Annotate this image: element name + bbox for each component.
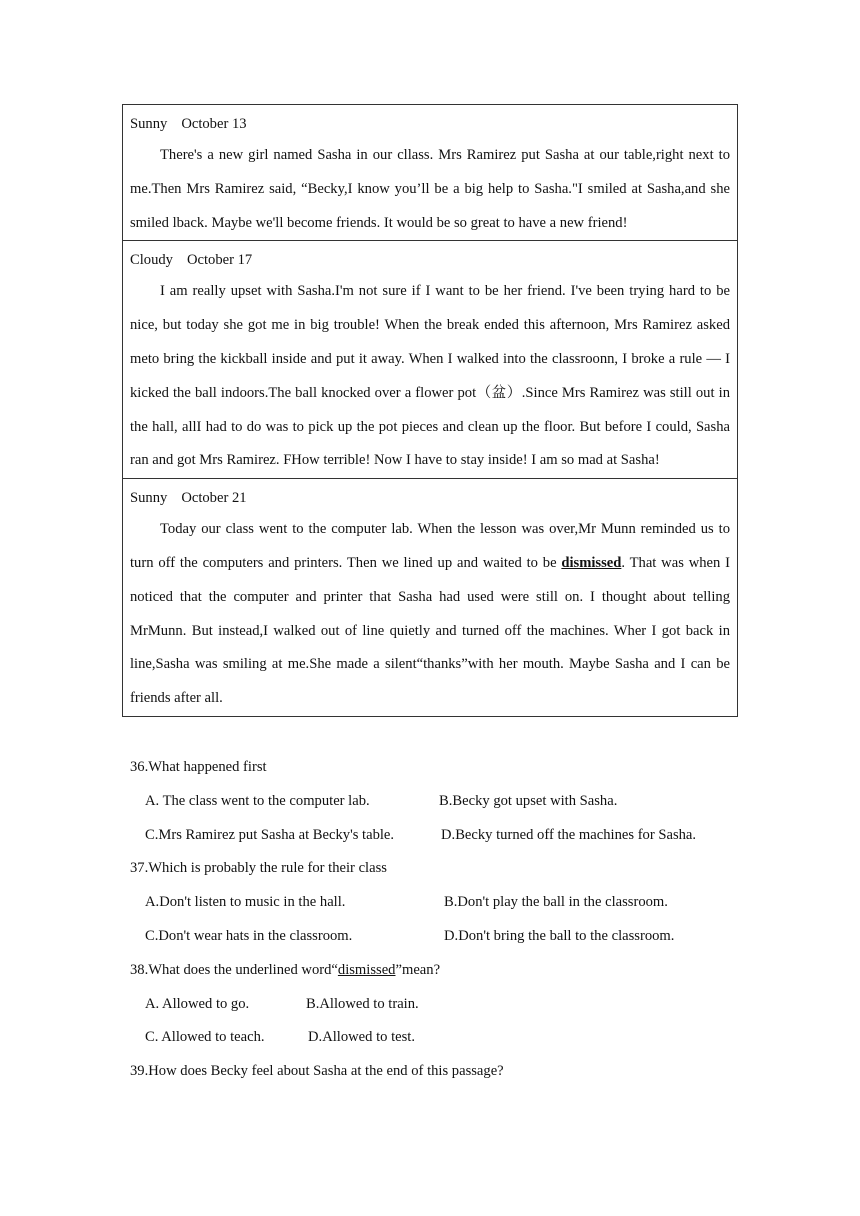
entry-weather: Sunny <box>130 490 168 507</box>
option-d: D.Don't bring the ball to the classroom. <box>444 927 675 944</box>
entry-text: I am really upset with Sasha.I'm not sure if I want to be her friend. I've been trying hard to be nice, but today she got me in big trouble! When the break ended this afternoon, Mrs Ramirez asked meto bring the kickball inside and put it away. When I walked into the classroonn, I broke a rule — I kicked the ball indoors.The ball knocked over a flower pot（盆）.Since Mrs Ramirez was still out in the hall, allI had to do was to pick up the pot pieces and clean up the floor. But before I could, Sasha ran and got Mrs Ramirez. FHow terrible! Now I have to stay inside! I am so mad at Sasha! <box>130 283 730 469</box>
entry-date: October 13 <box>181 116 247 132</box>
diary-entry-1 <box>122 104 738 241</box>
keyword-dismissed: dismissed <box>561 554 622 571</box>
entry-text <box>130 513 730 716</box>
entry-header <box>130 245 730 275</box>
question-38-options-row-1 <box>130 988 750 1022</box>
option-a: A.Don't listen to music in the hall. <box>145 894 346 911</box>
questions-section <box>130 751 750 1089</box>
entry-weather: Sunny <box>130 116 168 132</box>
entry-text-after: . That was when I noticed that the computer and printer that Sasha had used were still on. I thought about telling MrMunn. But instead,I walked out of line quietly and turned off the machines. Wher I got back in line,Sasha was smiling at me.She made a silent“thanks”with her mouth. Maybe Sasha and I can be friends after all. <box>130 554 730 707</box>
option-a: A. Allowed to go. <box>145 995 250 1012</box>
option-b: B.Becky got upset with Sasha. <box>439 792 618 809</box>
diary-table <box>122 104 738 717</box>
question-38-stem-before: 38.What does the underlined word“ <box>130 961 338 978</box>
question-36-options-row-1 <box>130 785 750 819</box>
entry-header <box>130 109 730 139</box>
diary-entry-2 <box>122 241 738 479</box>
question-38-stem <box>130 954 750 988</box>
option-b: B.Allowed to train. <box>306 995 419 1012</box>
option-c: C.Don't wear hats in the classroom. <box>145 927 353 944</box>
question-37-stem: 37.Which is probably the rule for their class <box>130 860 387 877</box>
option-c: C. Allowed to teach. <box>145 1029 265 1046</box>
option-b: B.Don't play the ball in the classroom. <box>444 894 668 911</box>
underlined-word: dismissed <box>337 961 396 978</box>
question-38-options-row-2 <box>130 1021 750 1055</box>
entry-weather: Cloudy <box>130 252 173 269</box>
entry-date: October 21 <box>181 490 247 507</box>
question-36-stem: 36.What happened first <box>130 759 267 775</box>
option-d: D.Becky turned off the machines for Sasha. <box>441 826 697 843</box>
question-38-stem-after: ”mean? <box>395 961 441 978</box>
option-c: C.Mrs Ramirez put Sasha at Becky's table. <box>145 826 395 843</box>
question-39-stem: 39.How does Becky feel about Sasha at the end of this passage? <box>130 1063 504 1080</box>
question-36-options-row-2 <box>130 819 750 853</box>
question-37-options-row-2 <box>130 920 750 954</box>
diary-entry-3 <box>122 479 738 717</box>
entry-text: There's a new girl named Sasha in our cllass. Mrs Ramirez put Sasha at our table,right next to me.Then Mrs Ramirez said, “Becky,I know you’ll be a big help to Sasha."I smiled at Sasha,and she smiled lback. Maybe we'll become friends. It would be so great to have a new friend! <box>130 147 730 231</box>
option-d: D.Allowed to test. <box>308 1029 416 1046</box>
entry-text-before: Today our class went to the computer lab. When the lesson was over,Mr Munn reminded us to turn off the computers and printers. Then we lined up and waited to be <box>130 521 730 571</box>
entry-header <box>130 483 730 513</box>
option-a: A. The class went to the computer lab. <box>145 792 370 809</box>
question-37-options-row-1 <box>130 886 750 920</box>
entry-date: October 17 <box>186 252 253 269</box>
